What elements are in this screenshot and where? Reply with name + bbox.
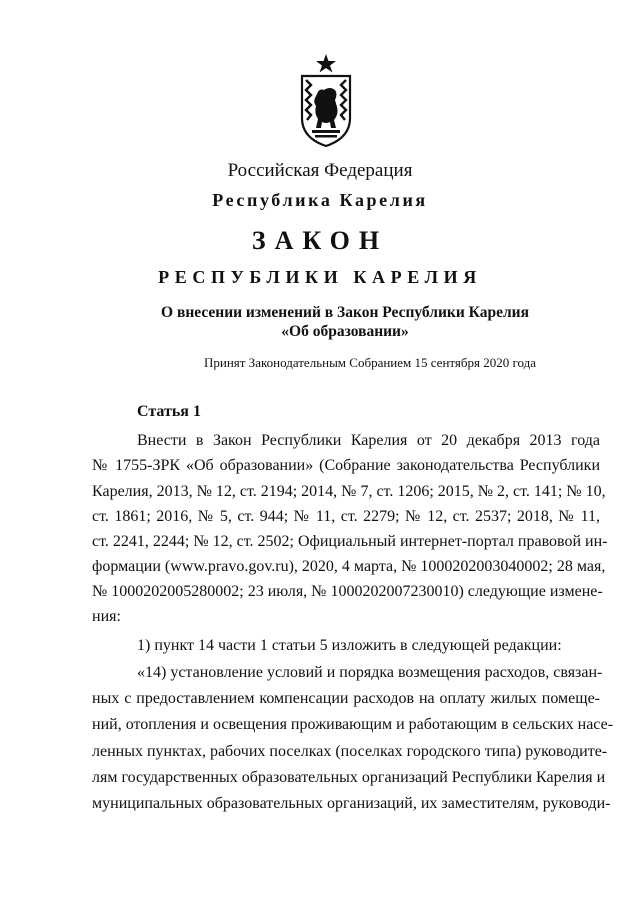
body-line: ст. 2241, 2244; № 12, ст. 2502; Официальный интернет-портал правовой ин- — [92, 533, 608, 550]
body-line: ленных пунктах, рабочих поселках (поселках городского типа) руководите- — [92, 743, 608, 760]
body-line: Внести в Закон Республики Карелия от 20 декабря 2013 года — [137, 432, 600, 449]
body-line: муниципальных образовательных организаций, их заместителям, руководи- — [92, 795, 611, 812]
law-subject-line1: О внесении изменений в Закон Республики Карелия — [161, 304, 529, 321]
article-heading: Статья 1 — [137, 403, 201, 420]
body-line: № 1000202005280002; 23 июля, № 1000202007230010) следующие измене- — [92, 583, 603, 600]
law-subject-line2: «Об образовании» — [281, 323, 409, 340]
body-line: ст. 1861; 2016, № 5, ст. 944; № 11, ст. 2279; № 12, ст. 2537; 2018, № 11, — [92, 508, 600, 525]
republic-name: Республика Карелия — [212, 190, 428, 210]
body-line: лям государственных образовательных организаций Республики Карелия и — [92, 769, 606, 786]
body-line: формации (www.pravo.gov.ru), 2020, 4 марта, № 1000202003040002; 28 мая, — [92, 558, 606, 575]
body-line: Карелия, 2013, № 12, ст. 2194; 2014, № 7, ст. 1206; 2015, № 2, ст. 141; № 10, — [92, 483, 606, 500]
body-line: ний, отопления и освещения проживающим и работающим в сельских насе- — [92, 716, 614, 733]
karelia-coat-of-arms-emblem — [297, 52, 355, 148]
body-line: ных с предоставлением компенсации расходов на оплату жилых помеще- — [92, 690, 600, 707]
body-line: 1) пункт 14 части 1 статьи 5 изложить в следующей редакции: — [137, 637, 562, 654]
body-line: «14) установление условий и порядка возмещения расходов, связан- — [137, 664, 603, 681]
body-line: ния: — [92, 608, 121, 625]
law-title: ЗАКОН — [251, 226, 389, 255]
law-subject — [150, 303, 540, 341]
country-name: Российская Федерация — [227, 160, 413, 181]
adoption-date: Принят Законодательным Собранием 15 сентября 2020 года — [203, 355, 537, 370]
law-subtitle: РЕСПУБЛИКИ КАРЕЛИЯ — [158, 267, 482, 287]
body-line: № 1755-ЗРК «Об образовании» (Собрание законодательства Республики — [92, 457, 600, 474]
